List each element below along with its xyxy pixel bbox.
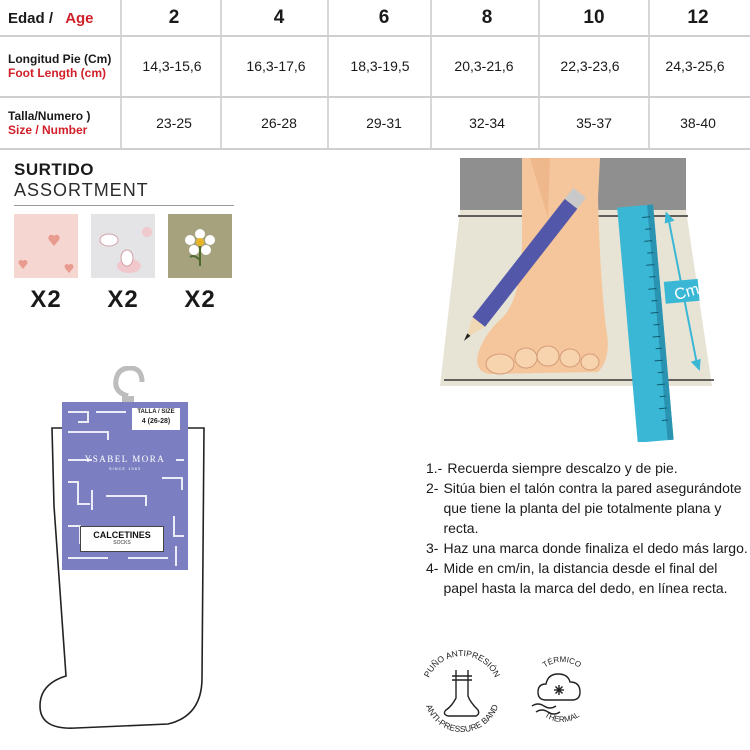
age-value: 12 <box>687 7 709 28</box>
product-label-es: CALCETINES <box>93 530 151 540</box>
step-text: Mide en cm/in, la distancia desde el final del papel hasta la marca del dedo, en línea recta. <box>443 560 728 596</box>
instruction-step <box>426 478 748 538</box>
age-value: 2 <box>168 7 180 28</box>
step-number: 4- <box>426 560 439 576</box>
badge-text-bottom: THERMAL <box>543 710 581 725</box>
size-header <box>8 109 90 137</box>
size-value: 35-37 <box>576 115 612 131</box>
size-label-es: Talla/Numero ) <box>8 109 91 123</box>
size-value: 23-25 <box>156 115 192 131</box>
anti-pressure-badge <box>412 640 512 740</box>
step-text: Sitúa bien el talón contra la pared asegurándote que tiene la planta del pie totalmente plana y recta. <box>443 480 742 536</box>
badge-text-top: PUÑO ANTIPRESIÓN <box>421 647 503 679</box>
size-value: 26-28 <box>261 115 297 131</box>
brand-name: YSABEL MORA <box>84 454 166 464</box>
foot-icon <box>444 670 478 716</box>
swatch-quantity: X2 <box>184 286 216 313</box>
badge-text-bottom: ANTI-PRESSURE BAND <box>423 702 501 735</box>
step-text: Haz una marca donde finaliza el dedo más largo. <box>443 540 748 556</box>
measurement-instructions <box>426 458 748 598</box>
step-number: 2- <box>426 480 439 496</box>
table-row-age <box>0 0 750 36</box>
size-value: 38-40 <box>680 115 716 131</box>
foot-length-value: 18,3-19,5 <box>350 58 410 74</box>
age-value: 6 <box>378 7 390 28</box>
foot-length-value: 22,3-23,6 <box>560 58 620 74</box>
swatch-pink-hearts <box>14 214 78 278</box>
age-value: 8 <box>481 7 493 28</box>
foot-measurement-illustration <box>430 158 730 442</box>
foot-length-label-en: Foot Length (cm) <box>8 66 106 80</box>
foot-length-value: 16,3-17,6 <box>246 58 306 74</box>
cloud-snow-icon <box>532 674 580 714</box>
size-tag-value: 4 (26-28) <box>141 418 171 425</box>
swatch-daisy-olive <box>168 214 232 278</box>
instruction-step <box>426 538 748 558</box>
foot-length-value: 14,3-15,6 <box>142 58 202 74</box>
product-label-en: SOCKS <box>113 540 131 546</box>
age-label-es: Edad / <box>8 9 54 27</box>
assortment-subtitle: ASSORTMENT <box>14 180 149 200</box>
product-label <box>80 526 164 552</box>
instruction-step <box>426 458 748 478</box>
table-row-size <box>0 96 750 150</box>
assortment-divider <box>14 205 234 206</box>
swatch-quantity: X2 <box>107 286 139 313</box>
step-text: Recuerda siempre descalzo y de pie. <box>447 460 678 476</box>
assortment-title: SURTIDO <box>14 160 94 179</box>
size-tag-label: TALLA / SIZE <box>137 409 175 415</box>
thermal-badge <box>512 640 612 740</box>
ruler-cm-label: Cm <box>672 280 702 305</box>
foot-length-value: 20,3-21,6 <box>454 58 514 74</box>
size-value: 32-34 <box>469 115 505 131</box>
brand-since: SINCE 1983 <box>108 466 142 471</box>
step-number: 1.- <box>426 460 443 476</box>
age-value: 4 <box>273 7 285 28</box>
foot-length-value: 24,3-25,6 <box>665 58 725 74</box>
age-value: 10 <box>583 7 605 28</box>
swatch-quantity: X2 <box>30 286 62 313</box>
table-row-foot-length <box>0 36 750 96</box>
age-label-en: Age <box>65 9 94 27</box>
size-value: 29-31 <box>366 115 402 131</box>
swatch-bunny-grey <box>91 214 155 278</box>
instruction-step <box>426 558 748 598</box>
step-number: 3- <box>426 540 439 556</box>
sock-package-illustration <box>36 366 236 740</box>
badge-text-top: TÉRMICO <box>540 654 583 670</box>
size-label-en: Size / Number <box>8 123 88 137</box>
age-header <box>8 10 94 27</box>
foot-length-label-es: Longitud Pie (Cm) <box>8 52 112 66</box>
foot-length-header <box>8 52 111 80</box>
size-table <box>0 0 750 150</box>
